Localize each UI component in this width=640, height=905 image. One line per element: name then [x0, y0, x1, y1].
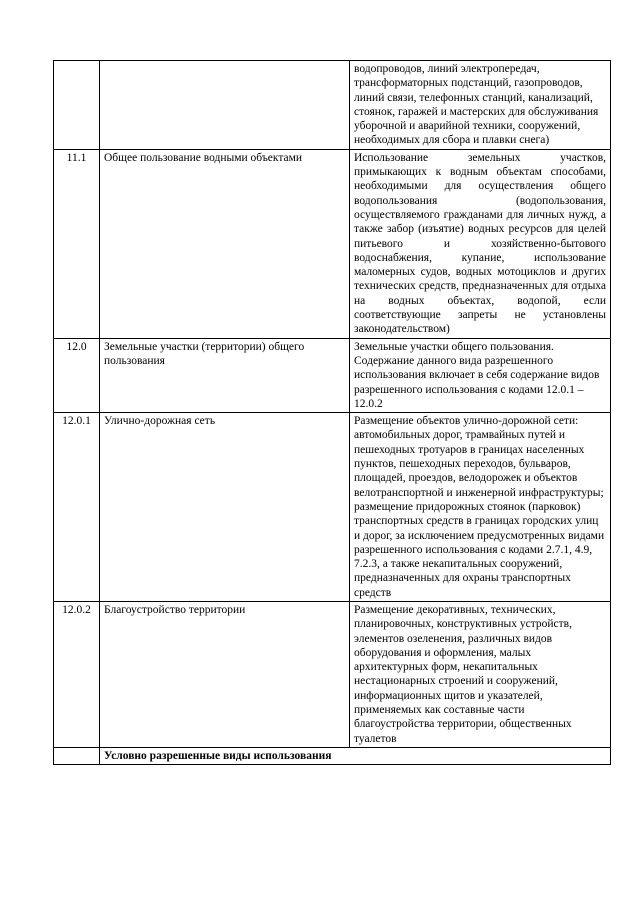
code-cell: 12.0.1	[54, 413, 100, 602]
section-heading: Условно разрешенные виды использования	[100, 747, 611, 764]
code-cell: 12.0.2	[54, 601, 100, 747]
table-row	[54, 61, 611, 150]
table-row	[54, 149, 611, 338]
description-cell: Размещение объектов улично-дорожной сети: автомобильных дорог, трамвайных путей и пешеходных тротуаров в границах населенных пунктов, пешеходных переходов, бульваров, площадей, проездов, велодорожек и объектов велотранспортной и инженерной инфраструктуры; размещение придорожных стоянок (парковок) транспортных средств в границах городских улиц и дорог, за исключением предусмотренных видами разрешенного использования с кодами 2.7.1, 4.9, 7.2.3, а также некапитальных сооружений, предназначенных для охраны транспортных средств	[350, 413, 611, 602]
description-cell: Земельные участки общего пользования. Содержание данного вида разрешенного использования включает в себя содержание видов разрешенного использования с кодами 12.0.1 – 12.0.2	[350, 338, 611, 412]
table-row	[54, 601, 611, 747]
name-cell: Улично-дорожная сеть	[100, 413, 350, 602]
description-cell: водопроводов, линий электропередач, трансформаторных подстанций, газопроводов, линий связи, телефонных станций, канализаций, стоянок, гаражей и мастерских для обслуживания уборочной и аварийной техники, сооружений, необходимых для сбора и плавки снега)	[350, 61, 611, 150]
description-cell: Использование земельных участков, примыкающих к водным объектам способами, необходимыми для осуществления общего водопользования (водопользования, осуществляемого гражданами для личных нужд, а также забор (изъятие) водных ресурсов для целей питьевого и хозяйственно-бытового водоснабжения, купание, использование маломерных судов, водных мотоциклов и других технических средств, предназначенных для отдыха на водных объектах, водопой, если соответствующие запреты не установлены законодательством)	[350, 149, 611, 338]
empty-code-cell	[54, 747, 100, 764]
code-cell: 12.0	[54, 338, 100, 412]
code-cell: 11.1	[54, 149, 100, 338]
section-heading-row	[54, 747, 611, 764]
table-row	[54, 413, 611, 602]
name-cell: Земельные участки (территории) общего пользования	[100, 338, 350, 412]
description-cell: Размещение декоративных, технических, планировочных, конструктивных устройств, элементов озеленения, различных видов оборудования и оформления, малых архитектурных форм, некапитальных нестационарных строений и сооружений, информационных щитов и указателей, применяемых как составные части благоустройства территории, общественных туалетов	[350, 601, 611, 747]
land-use-table	[53, 60, 611, 765]
name-cell	[100, 61, 350, 150]
name-cell: Благоустройство территории	[100, 601, 350, 747]
name-cell: Общее пользование водными объектами	[100, 149, 350, 338]
code-cell	[54, 61, 100, 150]
table-row	[54, 338, 611, 412]
